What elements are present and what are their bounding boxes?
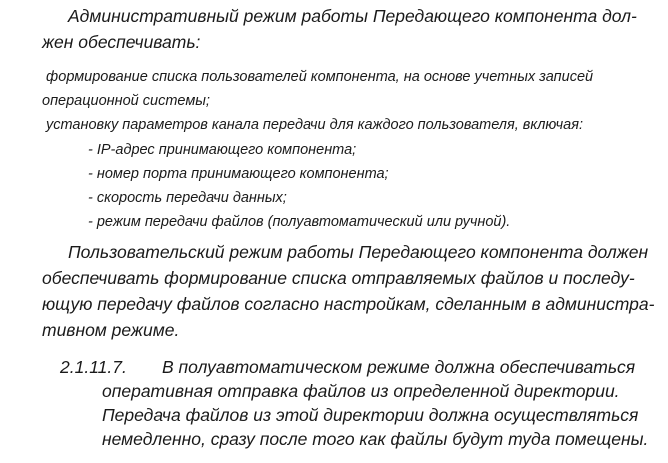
admin-subitem-speed: - скорость передачи данных;: [88, 190, 287, 206]
admin-list-item-1-line-2: операционной системы;: [42, 93, 210, 109]
user-paragraph-line-4: тивном режиме.: [42, 320, 180, 340]
admin-paragraph-line-1: Административный режим работы Передающего компонента дол-: [68, 6, 637, 26]
clause-line-2: оперативная отправка файлов из определенной директории.: [102, 381, 620, 401]
clause-line-4: немедленно, сразу после того как файлы будут туда помещены.: [102, 429, 649, 449]
admin-subitem-port: - номер порта принимающего компонента;: [88, 166, 389, 182]
user-paragraph-line-2: обеспечивать формирование списка отправляемых файлов и последу-: [42, 268, 635, 288]
admin-paragraph-line-2: жен обеспечивать:: [42, 32, 201, 52]
admin-list-item-1-line-1: формирование списка пользователей компонента, на основе учетных записей: [46, 69, 594, 85]
user-paragraph-line-1: Пользовательский режим работы Передающего компонента должен: [68, 242, 649, 262]
clause-line-1: В полуавтоматическом режиме должна обеспечиваться: [162, 357, 636, 377]
admin-subitem-mode: - режим передачи файлов (полуавтоматический или ручной).: [88, 214, 511, 230]
clause-line-3: Передача файлов из этой директории должна осуществляться: [102, 405, 639, 425]
user-paragraph-line-3: ющую передачу файлов согласно настройкам, сделанным в администра-: [42, 294, 655, 314]
admin-list-item-2: установку параметров канала передачи для каждого пользователя, включая:: [46, 117, 583, 133]
clause-number: 2.1.11.7.: [60, 357, 127, 377]
admin-subitem-ip: - IP-адрес принимающего компонента;: [88, 142, 357, 158]
